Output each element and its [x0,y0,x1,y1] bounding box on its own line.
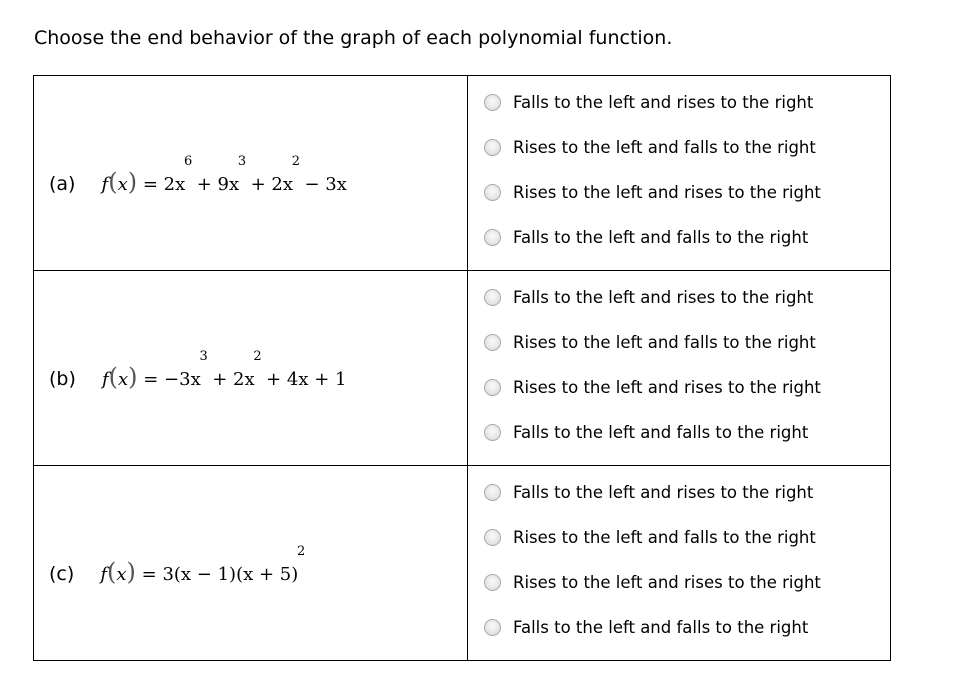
radio-button[interactable] [484,139,501,156]
option-label: Rises to the left and rises to the right [513,573,821,592]
answer-option[interactable] [484,423,808,442]
radio-button[interactable] [484,619,501,636]
radio-button[interactable] [484,94,501,111]
option-label: Falls to the left and falls to the right [513,423,809,442]
options-cell [468,271,890,465]
answer-option[interactable] [484,228,808,247]
option-label: Rises to the left and falls to the right [513,333,816,352]
question-label: (b) [49,368,76,390]
function-expression: (c) f(x) = 3(x − 1)(x + 5) 2 [49,544,306,586]
option-label: Rises to the left and rises to the right [513,183,821,202]
answer-option[interactable] [484,333,816,352]
instructions: Choose the end behavior of the graph of each polynomial function. [34,27,673,49]
question-row [34,465,890,660]
option-label: Rises to the left and falls to the right [513,138,816,157]
function-expression: (a) f(x) = 2x 6 + 9x 3 + 2x 2 − 3x [49,154,347,196]
radio-button[interactable] [484,484,501,501]
expression-term: + 2x 2 [244,154,300,195]
function-cell [34,76,468,270]
option-label: Falls to the left and rises to the right [513,483,814,502]
radio-button[interactable] [484,334,501,351]
radio-button[interactable] [484,574,501,591]
function-expression: (b) f(x) = −3x 3 + 2x 2 + 4x + 1 [49,349,347,391]
exponent: 3 [199,349,208,364]
option-label: Falls to the left and falls to the right [513,618,809,637]
function-variable: x [116,564,127,585]
expression-term: = 3(x − 1)(x + 5) 2 [141,544,306,585]
exponent: 6 [183,154,193,169]
function-name: f [100,564,107,585]
expression-term: = −3x 3 [143,349,208,390]
expression-term: + 9x 3 [190,154,247,195]
expression-term: = 2x 6 [142,154,193,195]
question-row [34,270,890,465]
answer-option[interactable] [484,378,821,397]
question-label: (a) [49,173,76,195]
question-label: (c) [49,563,75,585]
answer-option[interactable] [484,528,816,547]
option-label: Rises to the left and falls to the right [513,528,816,547]
option-label: Falls to the left and falls to the right [513,228,809,247]
expression-term: + 2x 2 [206,349,262,390]
question-table [33,75,891,661]
answer-option[interactable] [484,573,821,592]
answer-option[interactable] [484,93,813,112]
radio-button[interactable] [484,424,501,441]
exponent: 2 [253,349,262,364]
options-cell [468,466,890,660]
option-label: Rises to the left and rises to the right [513,378,821,397]
function-name: f [101,174,109,195]
answer-option[interactable] [484,618,808,637]
options-cell [468,76,890,270]
answer-option[interactable] [484,138,816,157]
exponent: 3 [237,154,247,169]
expression-term: + 4x + 1 [260,369,347,390]
function-cell [34,271,468,465]
radio-button[interactable] [484,289,501,306]
function-name: f [101,369,109,390]
radio-button[interactable] [484,184,501,201]
question-row [34,76,890,270]
function-variable: x [117,174,128,195]
option-label: Falls to the left and rises to the right [513,93,814,112]
expression-term: − 3x [298,174,347,195]
answer-option[interactable] [484,183,821,202]
answer-option[interactable] [484,288,813,307]
option-label: Falls to the left and rises to the right [513,288,814,307]
answer-option[interactable] [484,483,813,502]
exponent: 2 [291,154,300,169]
radio-button[interactable] [484,229,501,246]
function-cell [34,466,468,660]
radio-button[interactable] [484,379,501,396]
exponent: 2 [296,544,306,559]
radio-button[interactable] [484,529,501,546]
function-variable: x [117,369,129,390]
